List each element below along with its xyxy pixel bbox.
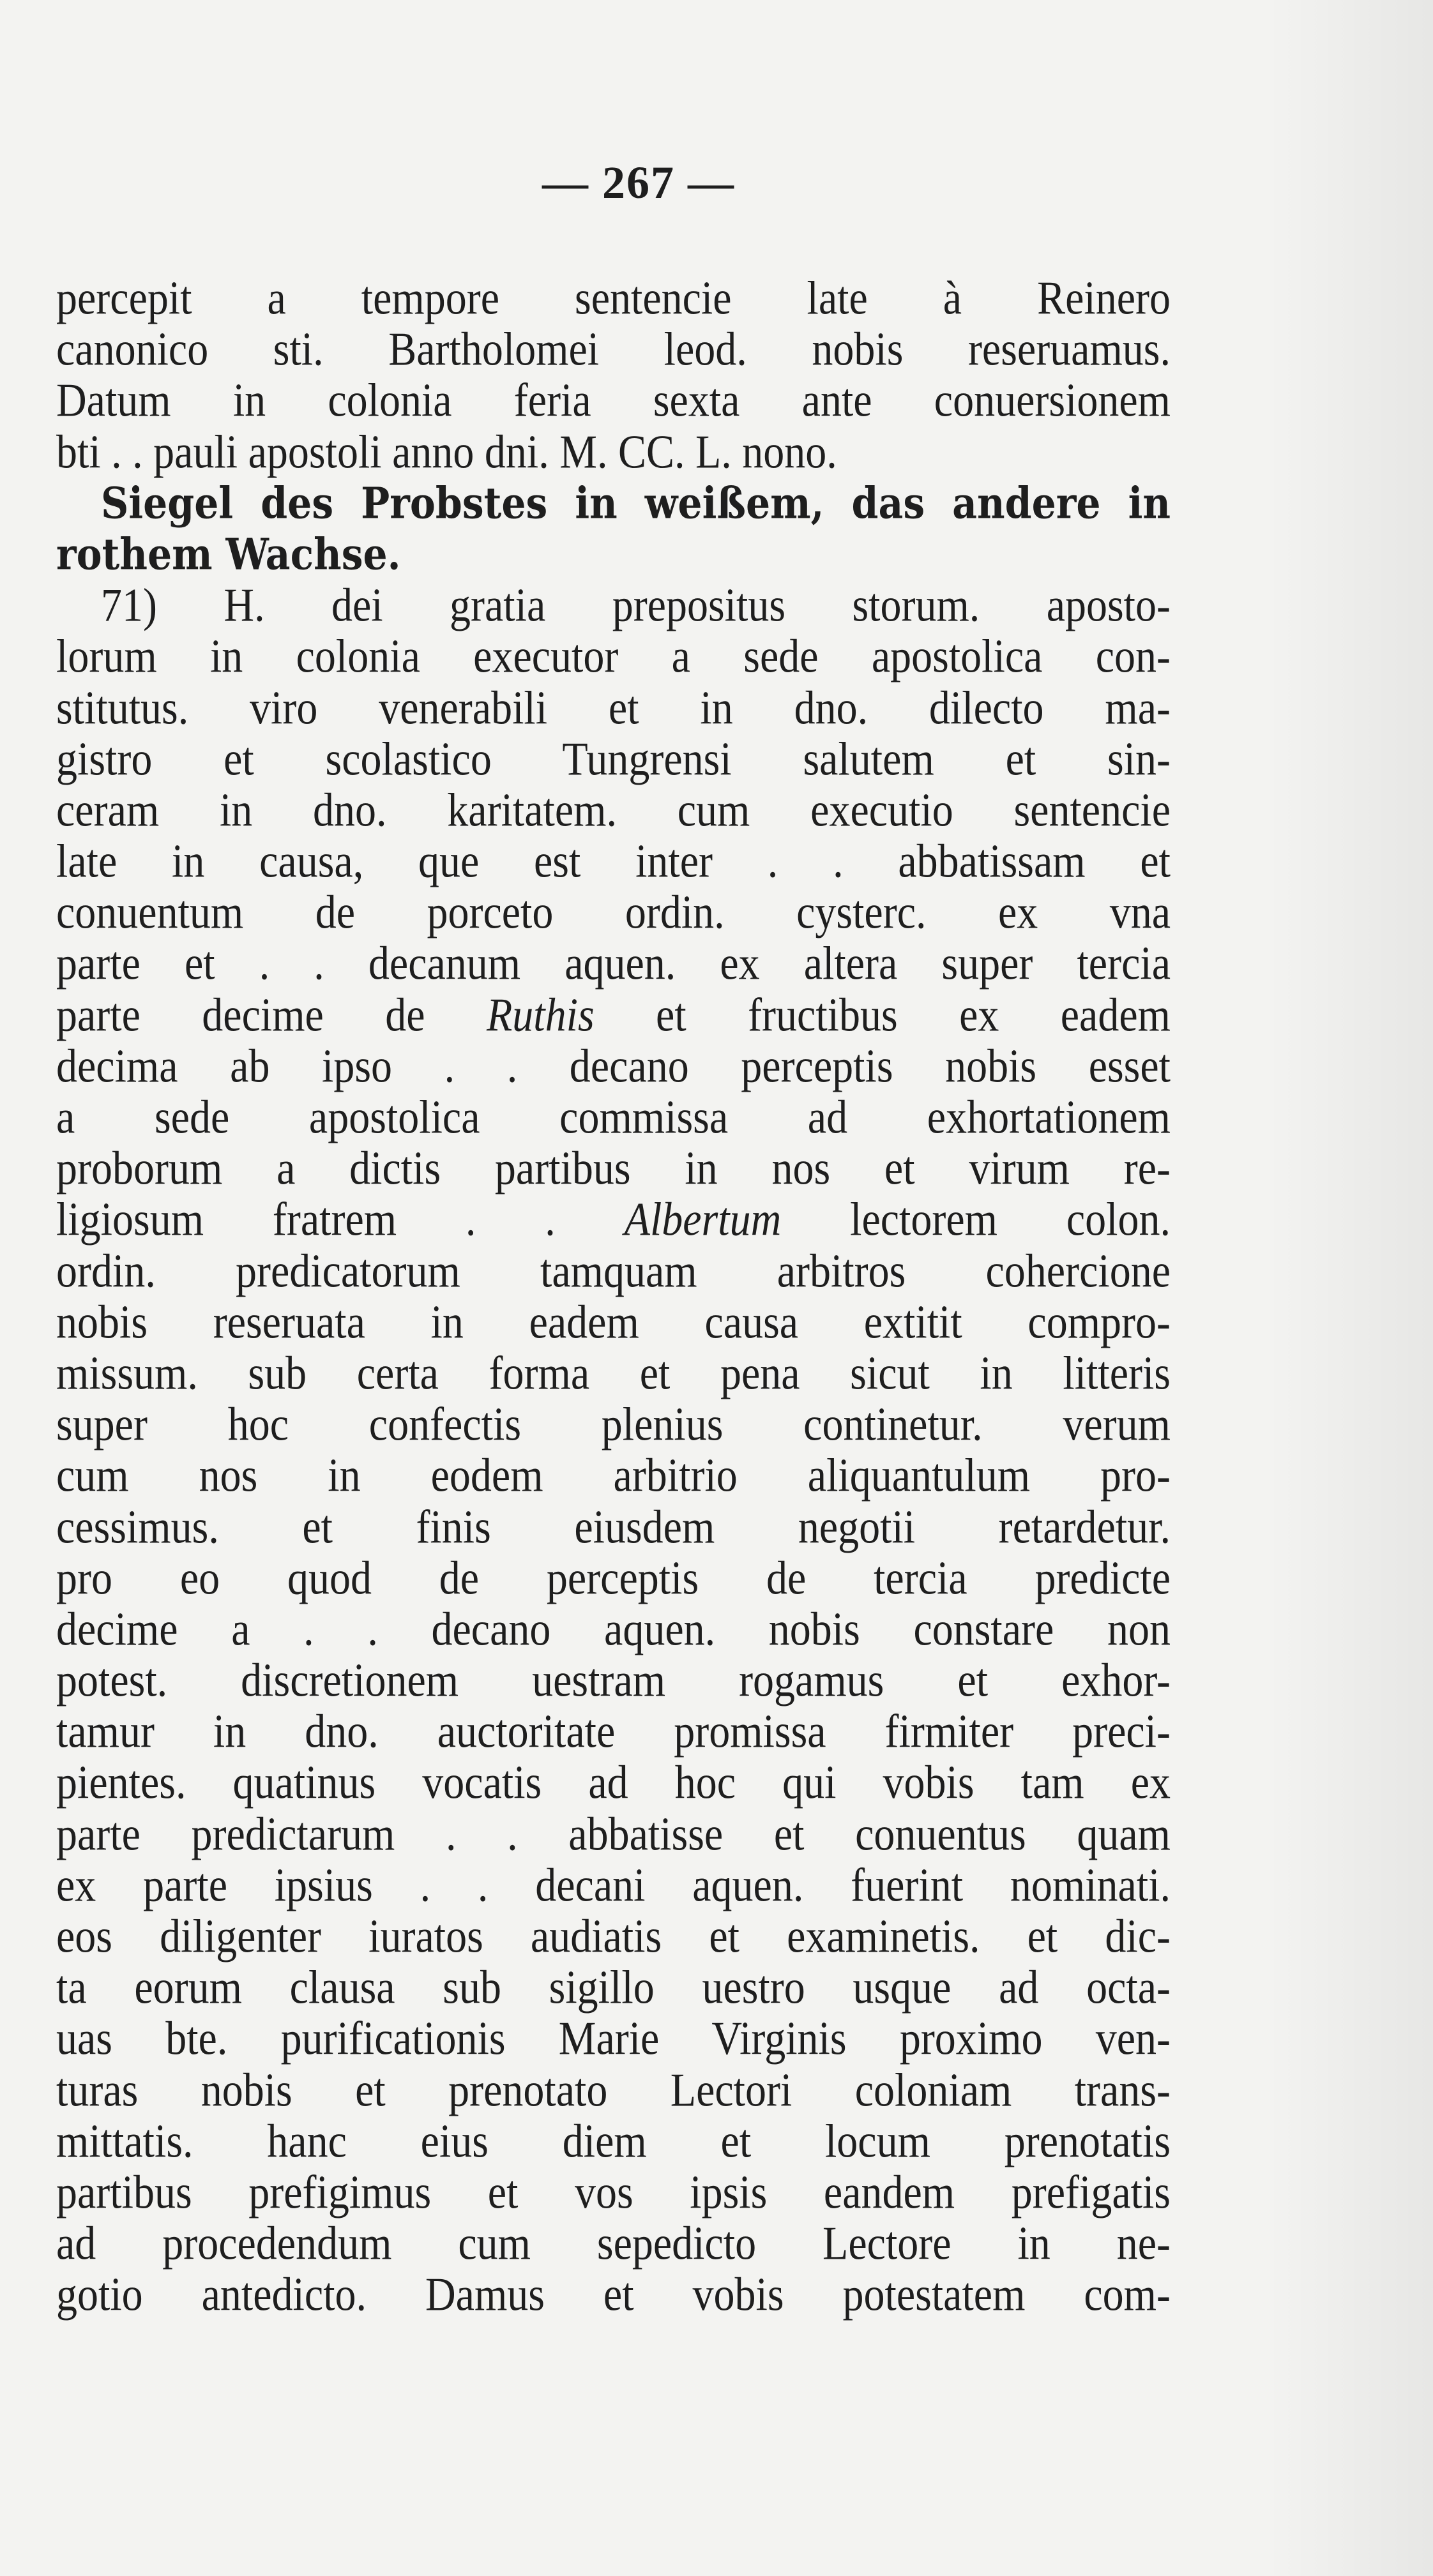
- page-number: — 267 —: [542, 157, 735, 208]
- text-line: [56, 2011, 1171, 2068]
- text-segment: late in causa, que est inter . . abbatissam et: [56, 835, 1171, 888]
- text-segment: uas bte. purificationis Marie Virginis proximo ven-: [56, 2012, 1171, 2065]
- text-line: [56, 936, 1171, 993]
- text-segment: partibus prefigimus et vos ipsis eandem prefigatis: [56, 2166, 1171, 2219]
- text-segment: rothem Wachse.: [56, 529, 401, 580]
- text-line: [56, 1345, 1171, 1403]
- text-segment: et fructibus ex eadem: [594, 989, 1171, 1041]
- text-segment: missum. sub certa forma et pena sicut in litteris: [56, 1347, 1171, 1400]
- text-segment: super hoc confectis plenius continetur. verum: [56, 1398, 1171, 1451]
- text-line: [56, 1601, 1171, 1659]
- body-text: [56, 273, 1171, 2321]
- italic-name: Ruthis: [486, 989, 595, 1041]
- text-line: [56, 1755, 1171, 1812]
- text-line: [56, 987, 1171, 1044]
- text-segment: potest. discretionem uestram rogamus et exhor-: [56, 1654, 1171, 1707]
- text-line: [56, 1959, 1171, 2017]
- text-line: [56, 1243, 1171, 1300]
- text-segment: stitutus. viro venerabili et in dno. dilecto ma-: [56, 682, 1171, 734]
- text-segment: Siegel des Probstes in weißem, das andere in: [101, 478, 1171, 529]
- text-segment: Datum in colonia feria sexta ante conuersionem: [56, 374, 1171, 427]
- text-line: [56, 1806, 1171, 1864]
- text-line: [56, 1652, 1171, 1710]
- text-segment: eos diligenter iuratos audiatis et examinetis. et dic-: [56, 1910, 1171, 1963]
- text-line: [56, 2267, 1171, 2324]
- text-segment: ta eorum clausa sub sigillo uestro usque ad octa-: [56, 1961, 1171, 2014]
- text-line: [56, 526, 1171, 584]
- text-line: [56, 1038, 1171, 1096]
- text-segment: cessimus. et finis eiusdem negotii retardetur.: [56, 1501, 1171, 1553]
- text-line: [56, 1499, 1171, 1556]
- text-line: [56, 1908, 1171, 1966]
- text-segment: conuentum de porceto ordin. cysterc. ex vna: [56, 886, 1171, 939]
- text-segment: ceram in dno. karitatem. cum executio sentencie: [56, 784, 1171, 837]
- text-segment: lorum in colonia executor a sede apostolica con-: [56, 630, 1171, 683]
- text-line: [56, 1550, 1171, 1608]
- text-line: [56, 629, 1171, 686]
- text-line: [56, 2062, 1171, 2120]
- text-segment: gistro et scolastico Tungrensi salutem et sin-: [56, 733, 1171, 785]
- text-line: [56, 270, 1171, 328]
- text-segment: parte decime de: [56, 989, 487, 1041]
- text-segment: ex parte ipsius . . decani aquen. fuerint nominati.: [56, 1859, 1171, 1912]
- text-segment: proborum a dictis partibus in nos et virum re-: [56, 1142, 1171, 1195]
- text-line: [56, 884, 1171, 942]
- text-line: [56, 833, 1171, 891]
- text-line: [56, 731, 1171, 788]
- italic-name: Albertum: [624, 1193, 782, 1246]
- text-line: [56, 680, 1171, 737]
- text-line: [56, 2215, 1171, 2273]
- text-segment: turas nobis et prenotato Lectori coloniam trans-: [56, 2064, 1171, 2116]
- text-segment: 71) H. dei gratia prepositus storum. aposto-: [101, 579, 1171, 632]
- page-edge-shading: [1267, 0, 1433, 2576]
- text-segment: cum nos in eodem arbitrio aliquantulum pro-: [56, 1449, 1171, 1502]
- text-segment: gotio antedicto. Damus et vobis potestatem com-: [56, 2268, 1171, 2321]
- text-segment: mittatis. hanc eius diem et locum prenotatis: [56, 2115, 1171, 2168]
- text-line: [56, 1857, 1171, 1915]
- text-line: [56, 321, 1171, 379]
- text-line: [56, 424, 1171, 481]
- text-line: [56, 2113, 1171, 2171]
- text-line: [56, 577, 1171, 635]
- text-segment: percepit a tempore sentencie late à Reinero: [56, 272, 1171, 325]
- text-line: [56, 475, 1171, 532]
- text-segment: tamur in dno. auctoritate promissa firmiter preci-: [56, 1705, 1171, 1758]
- text-segment: parte predictarum . . abbatisse et conuentus quam: [56, 1808, 1171, 1860]
- text-line: [56, 1140, 1171, 1198]
- text-segment: ligiosum fratrem . .: [56, 1193, 625, 1246]
- text-line: [56, 2164, 1171, 2222]
- text-line: [56, 1089, 1171, 1147]
- text-line: [56, 373, 1171, 430]
- text-line: [56, 1192, 1171, 1249]
- text-segment: pientes. quatinus vocatis ad hoc qui vobis tam ex: [56, 1756, 1171, 1809]
- text-segment: nobis reseruata in eadem causa extitit compro-: [56, 1296, 1171, 1349]
- text-line: [56, 1448, 1171, 1505]
- text-segment: ordin. predicatorum tamquam arbitros cohercione: [56, 1245, 1171, 1297]
- text-line: [56, 782, 1171, 840]
- text-segment: a sede apostolica commissa ad exhortationem: [56, 1091, 1171, 1144]
- text-line: [56, 1396, 1171, 1454]
- text-line: [56, 1294, 1171, 1352]
- text-segment: lectorem colon.: [781, 1193, 1171, 1246]
- text-segment: parte et . . decanum aquen. ex altera super tercia: [56, 937, 1171, 990]
- text-segment: bti . . pauli apostoli anno dni. M. CC. L. nono.: [56, 426, 837, 478]
- text-segment: ad procedendum cum sepedicto Lectore in ne-: [56, 2217, 1171, 2270]
- text-line: [56, 1703, 1171, 1761]
- text-segment: decima ab ipso . . decano perceptis nobis esset: [56, 1040, 1171, 1093]
- text-segment: decime a . . decano aquen. nobis constare non: [56, 1603, 1171, 1656]
- text-segment: canonico sti. Bartholomei leod. nobis reseruamus.: [56, 323, 1171, 376]
- text-segment: pro eo quod de perceptis de tercia predicte: [56, 1552, 1171, 1604]
